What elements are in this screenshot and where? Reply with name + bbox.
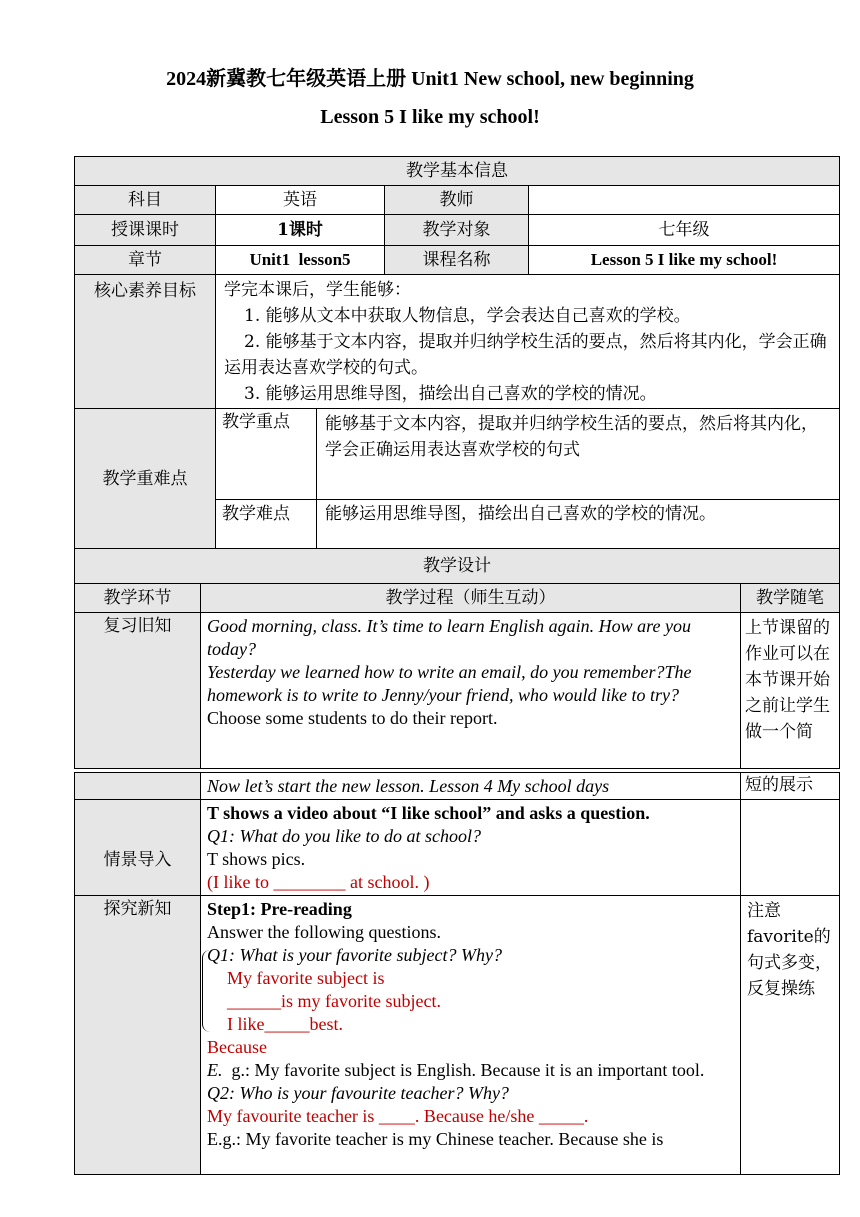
goal-2: 2. 能够基于文本内容，提取并归纳学校生活的要点，然后将其内化，学会正确运用表达喜欢学校的句式。 [224, 332, 827, 378]
review-line-2: Yesterday we learned how to write an email, do you remember?The homework is to write to Jenny/your friend, who would like to try? [207, 662, 692, 705]
lead-in-line-3: T shows pics. [207, 849, 306, 869]
explore-q2: Q2: Who is your favourite teacher? Why? [207, 1083, 509, 1103]
brace-bracket [202, 950, 211, 1032]
review-line-3: Choose some students to do their report. [207, 708, 498, 728]
explore-sentence-1: My favorite subject is [227, 968, 385, 988]
explore-note: 注意favorite的句式多变，反复操练 [740, 895, 840, 1175]
focus-label: 教学重点 [215, 408, 317, 500]
teacher-label: 教师 [384, 185, 529, 215]
review-note: 上节课留的作业可以在本节课开始之前让学生做一个简 [740, 612, 840, 769]
chapter-value: Unit1 lesson5 [215, 245, 385, 275]
lesson-title: Lesson 5 I like my school! [320, 106, 540, 128]
key-difficulty-label: 教学重难点 [74, 408, 216, 549]
subject-value: 英语 [215, 185, 385, 215]
lead-in-line-2: Q1: What do you like to do at school? [207, 826, 481, 846]
course-label: 课程名称 [384, 245, 529, 275]
lead-in-line-1: T shows a video about “I like school” and asks a question. [207, 803, 650, 823]
goals-content [215, 274, 840, 409]
focus-value: 能够基于文本内容，提取并归纳学校生活的要点，然后将其内化，学会正确运用表达喜欢学校的句式 [316, 408, 840, 500]
col-process: 教学过程（师生互动） [200, 583, 741, 613]
lead-in-process [200, 799, 741, 896]
goal-3: 3. 能够运用思维导图，描绘出自己喜欢的学校的情况。 [244, 384, 657, 404]
explore-process [200, 895, 741, 1175]
lead-in-line-4: (I like to ________ at school. ) [207, 872, 430, 892]
goals-label: 核心素养目标 [74, 274, 216, 409]
explore-intro: Answer the following questions. [207, 922, 441, 942]
explore-q1: Q1: What is your favorite subject? Why? [207, 945, 502, 965]
goals-intro: 学完本课后，学生能够： [224, 280, 411, 300]
explore-sentence-3: I like_____best. [227, 1014, 343, 1034]
difficulty-value: 能够运用思维导图，描绘出自己喜欢的学校的情况。 [316, 499, 840, 549]
explore-sentence-4: Because [207, 1037, 267, 1057]
continuation-note: 短的展示 [740, 772, 840, 800]
difficulty-label: 教学难点 [215, 499, 317, 549]
col-notes: 教学随笔 [740, 583, 840, 613]
document-title: 2024新冀教七年级英语上册 Unit1 New school, new beginning [166, 68, 694, 90]
explore-example-1: E. g.: My favorite subject is English. Because it is an important tool. [207, 1060, 705, 1080]
hours-value: 1课时 [215, 214, 385, 246]
continuation-line: Now let’s start the new lesson. Lesson 4 My school days [200, 772, 741, 800]
col-stage: 教学环节 [74, 583, 201, 613]
course-value: Lesson 5 I like my school! [528, 245, 840, 275]
continuation-stage [74, 772, 201, 800]
target-value: 七年级 [528, 214, 840, 246]
hours-label: 授课课时 [74, 214, 216, 246]
review-process [200, 612, 741, 769]
chapter-label: 章节 [74, 245, 216, 275]
explore-example-2: E.g.: My favorite teacher is my Chinese teacher. Because she is [207, 1129, 664, 1149]
goal-1: 1. 能够从文本中获取人物信息，学会表达自己喜欢的学校。 [244, 306, 691, 326]
explore-sentence-5: My favourite teacher is ____. Because he/she _____. [207, 1106, 589, 1126]
review-stage: 复习旧知 [74, 612, 201, 769]
target-label: 教学对象 [384, 214, 529, 246]
explore-stage: 探究新知 [74, 895, 201, 1175]
explore-sentence-2: ______is my favorite subject. [227, 991, 441, 1011]
lead-in-stage: 情景导入 [74, 799, 201, 896]
basic-info-header: 教学基本信息 [74, 156, 840, 186]
explore-step: Step1: Pre-reading [207, 899, 352, 919]
design-header: 教学设计 [74, 548, 840, 584]
review-line-1: Good morning, class. It’s time to learn English again. How are you today? [207, 616, 691, 659]
lead-in-note [740, 799, 840, 896]
subject-label: 科目 [74, 185, 216, 215]
teacher-value [528, 185, 840, 215]
